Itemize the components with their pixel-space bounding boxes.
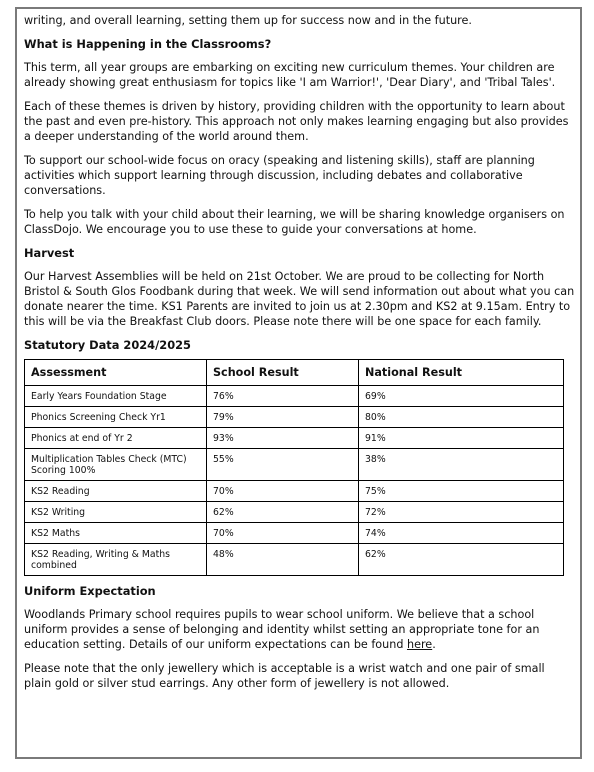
- school-result-cell: 70%: [207, 523, 359, 544]
- uniform-heading: Uniform Expectation: [24, 584, 156, 598]
- school-result-cell: 76%: [207, 386, 359, 407]
- national-result-cell: 75%: [359, 481, 564, 502]
- column-header-assessment: Assessment: [25, 360, 207, 386]
- assessment-cell: Multiplication Tables Check (MTC) Scoring 100%: [25, 449, 207, 481]
- table-row: [25, 523, 564, 544]
- school-result-cell: 70%: [207, 481, 359, 502]
- classrooms-paragraph-1: This term, all year groups are embarking on exciting new curriculum themes. Your children are already showing great enthusiasm for topics like 'I am Warrior!', 'Dear Diary', and 'Tribal Tales'.: [24, 61, 556, 89]
- uniform-expectations-link[interactable]: here: [406, 638, 433, 651]
- table-row: [25, 481, 564, 502]
- column-header-national-result: National Result: [359, 360, 564, 386]
- table-row: [25, 386, 564, 407]
- school-result-cell: 79%: [207, 407, 359, 428]
- table-row: [25, 407, 564, 428]
- assessment-cell: Phonics at end of Yr 2: [25, 428, 207, 449]
- classrooms-heading: What is Happening in the Classrooms?: [24, 37, 272, 51]
- column-header-school-result: School Result: [207, 360, 359, 386]
- harvest-paragraph: Our Harvest Assemblies will be held on 21st October. We are proud to be collecting for North Bristol & South Glos Foodbank during that week. We will send information out about what you can donate nearer the time. KS1 Parents are invited to join us at 2.30pm and KS2 at 9.15am. Entry to this will be via the Breakfast Club doors. Please note there will be one space for each family.: [24, 270, 575, 328]
- table-row: [25, 544, 564, 576]
- intro-tail-paragraph: writing, and overall learning, setting them up for success now and in the future.: [24, 14, 472, 27]
- classrooms-paragraph-4: To help you talk with your child about their learning, we will be sharing knowledge organisers on ClassDojo. We encourage you to use these to guide your conversations at home.: [24, 208, 565, 236]
- school-result-cell: 55%: [207, 449, 359, 481]
- statutory-data-table: [24, 359, 564, 576]
- table-header-row: [25, 360, 564, 386]
- school-result-cell: 93%: [207, 428, 359, 449]
- assessment-cell: KS2 Reading, Writing & Maths combined: [25, 544, 207, 576]
- national-result-cell: 69%: [359, 386, 564, 407]
- national-result-cell: 74%: [359, 523, 564, 544]
- uniform-paragraph-1: [24, 607, 575, 652]
- national-result-cell: 80%: [359, 407, 564, 428]
- assessment-cell: KS2 Maths: [25, 523, 207, 544]
- assessment-cell: KS2 Reading: [25, 481, 207, 502]
- statutory-data-heading: Statutory Data 2024/2025: [24, 338, 191, 352]
- table-row: [25, 428, 564, 449]
- school-result-cell: 62%: [207, 502, 359, 523]
- assessment-cell: Early Years Foundation Stage: [25, 386, 207, 407]
- table-row: [25, 502, 564, 523]
- harvest-heading: Harvest: [24, 246, 75, 260]
- national-result-cell: 62%: [359, 544, 564, 576]
- classrooms-paragraph-3: To support our school-wide focus on oracy (speaking and listening skills), staff are planning activities which support learning through discussion, including debates and collaborative conversations.: [24, 154, 535, 197]
- newsletter-frame: [15, 7, 582, 759]
- newsletter-content: [24, 13, 575, 700]
- assessment-cell: KS2 Writing: [25, 502, 207, 523]
- uniform-paragraph-1-text: Woodlands Primary school requires pupils to wear school uniform. We believe that a school uniform provides a sense of belonging and identity whilst setting an appropriate tone for an education setting. Details of our uniform expectations can be found: [24, 608, 540, 651]
- classrooms-paragraph-2: Each of these themes is driven by history, providing children with the opportunity to learn about the past and even pre-history. This approach not only makes learning engaging but also provides a deeper understanding of the world around them.: [24, 100, 569, 143]
- table-row: [25, 449, 564, 481]
- uniform-paragraph-2: Please note that the only jewellery which is acceptable is a wrist watch and one pair of small plain gold or silver stud earrings. Any other form of jewellery is not allowed.: [24, 662, 545, 690]
- national-result-cell: 38%: [359, 449, 564, 481]
- national-result-cell: 72%: [359, 502, 564, 523]
- national-result-cell: 91%: [359, 428, 564, 449]
- school-result-cell: 48%: [207, 544, 359, 576]
- uniform-paragraph-1-end: .: [432, 638, 436, 651]
- assessment-cell: Phonics Screening Check Yr1: [25, 407, 207, 428]
